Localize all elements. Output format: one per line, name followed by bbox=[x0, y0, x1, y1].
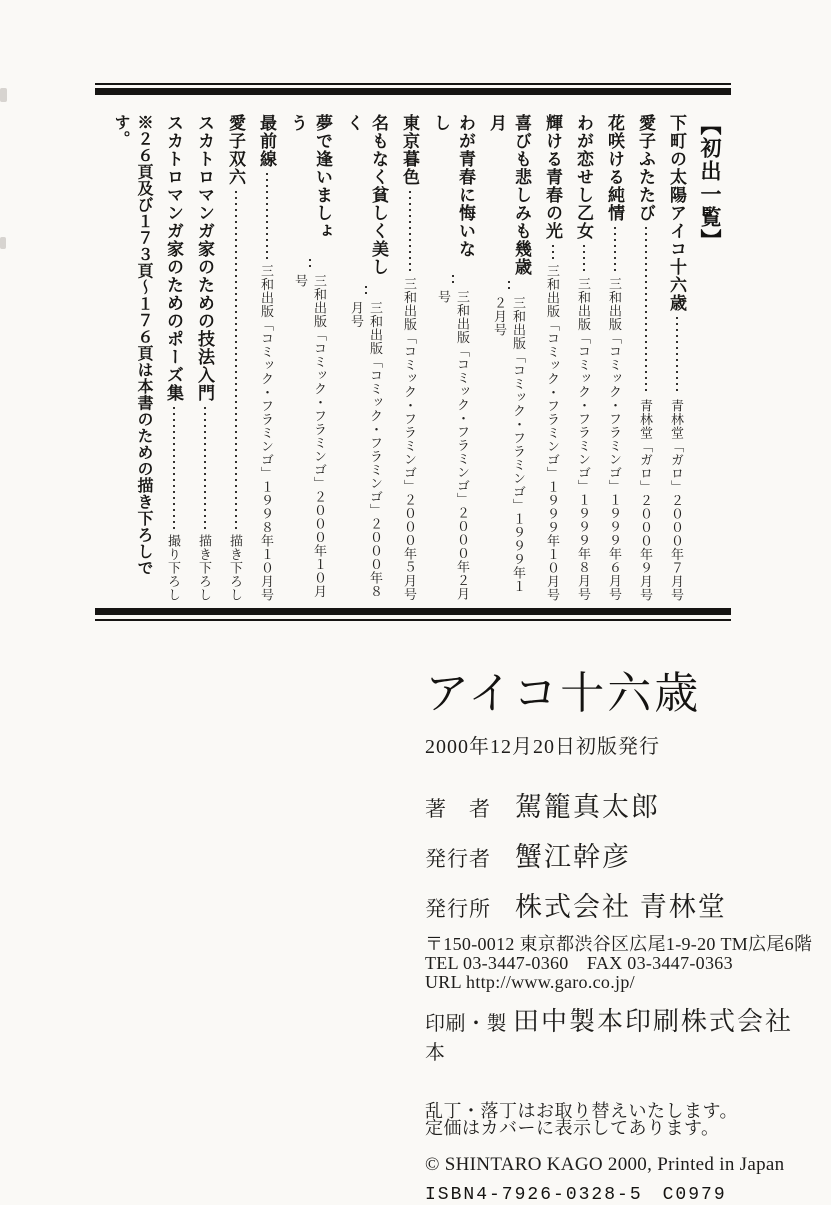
credit-row-publisher-company bbox=[425, 885, 825, 924]
entry-source: 描き下ろし bbox=[197, 533, 212, 601]
tel-fax-line: TEL 03-3447-0360 FAX 03-3447-0363 bbox=[425, 953, 733, 974]
price-notice: 定価はカバーに表示してあります。 bbox=[425, 1118, 720, 1139]
publication-entry bbox=[285, 114, 335, 601]
publication-entry bbox=[602, 114, 627, 601]
entry-title: 東京暮色 bbox=[400, 114, 419, 186]
publication-entry bbox=[633, 114, 658, 601]
publication-columns bbox=[95, 95, 731, 607]
scan-smudge bbox=[0, 237, 6, 249]
top-rule-thin bbox=[95, 83, 731, 85]
copyright-line: © SHINTARO KAGO 2000, Printed in Japan bbox=[425, 1154, 785, 1176]
entry-source: 青林堂「ガロ」２０００年７月号 bbox=[669, 398, 684, 601]
entry-source: 三和出版「コミック・フラミンゴ」２０００年１０月号 bbox=[293, 273, 327, 598]
colophon bbox=[425, 670, 825, 1205]
dotted-leader bbox=[552, 245, 554, 259]
top-rule-thick bbox=[95, 88, 731, 95]
entry-title: わが恋せし乙女 bbox=[574, 114, 593, 240]
dotted-leader bbox=[235, 191, 237, 529]
entry-title: 下町の太陽アイコ十六歳 bbox=[667, 114, 686, 312]
publication-entry bbox=[254, 114, 279, 601]
entry-title: スカトロマンガ家のための技法入門 bbox=[195, 114, 214, 402]
entry-source: 三和出版「コミック・フラミンゴ」２０００年８月号 bbox=[349, 300, 383, 598]
entry-title: わが青春に悔いなし bbox=[431, 114, 475, 258]
list-header: 【初出一覧】 bbox=[698, 114, 722, 252]
dotted-leader bbox=[204, 407, 206, 529]
postal-address-line: 〒150-0012 東京都渋谷区広尾1-9-20 TM広尾6階 bbox=[425, 934, 813, 955]
entry-title: 愛子ふたたび bbox=[636, 114, 655, 222]
dotted-leader bbox=[266, 173, 268, 259]
defect-notice: 乱丁・落丁はお取り替えいたします。 bbox=[425, 1101, 739, 1122]
publication-entry bbox=[540, 114, 565, 601]
entry-source: 三和出版「コミック・フラミンゴ」１９９９年１２月号 bbox=[492, 296, 526, 594]
entry-title: スカトロマンガ家のためのポーズ集 bbox=[164, 114, 183, 402]
publication-entry bbox=[341, 114, 391, 601]
printer-row bbox=[425, 1001, 825, 1065]
book-title: アイコ十六歳 bbox=[425, 669, 702, 718]
credit-row-author bbox=[425, 785, 825, 824]
entry-title: 喜びも悲しみも幾歳月 bbox=[487, 114, 531, 276]
entry-title: 花咲ける純情 bbox=[605, 114, 624, 222]
printer-value: 田中製本印刷株式会社 bbox=[513, 1007, 794, 1037]
entry-source: 三和出版「コミック・フラミンゴ」１９９９年６月号 bbox=[607, 277, 622, 601]
credit-value: 蟹江幹彦 bbox=[515, 842, 631, 873]
dotted-leader bbox=[409, 191, 411, 272]
dotted-leader bbox=[309, 259, 311, 269]
printer-label: 印刷・製本 bbox=[425, 1013, 507, 1065]
publication-entry bbox=[192, 114, 217, 601]
entry-title: 夢で逢いましょう bbox=[288, 114, 332, 240]
credit-value: 駕籠真太郎 bbox=[515, 792, 660, 823]
entry-title: 名もなく貧しく美しく bbox=[344, 114, 388, 276]
entry-source: 三和出版「コミック・フラミンゴ」１９９９年１０月号 bbox=[545, 263, 560, 601]
bottom-rule-thin bbox=[95, 619, 731, 621]
dotted-leader bbox=[645, 227, 647, 394]
dotted-leader bbox=[452, 275, 454, 285]
entry-source: 三和出版「コミック・フラミンゴ」１９９８年１０月号 bbox=[259, 263, 274, 601]
dotted-leader bbox=[614, 227, 616, 272]
publisher-address bbox=[425, 935, 825, 992]
dotted-leader bbox=[173, 407, 175, 529]
scan-smudge bbox=[0, 88, 7, 102]
publication-entry bbox=[484, 114, 534, 601]
credit-label: 発行者 bbox=[425, 847, 491, 872]
publication-entry bbox=[428, 114, 478, 601]
first-publication-list-box bbox=[95, 83, 731, 623]
credit-label: 著 者 bbox=[425, 797, 491, 822]
publication-entry bbox=[161, 114, 186, 601]
credit-value: 株式会社 青林堂 bbox=[515, 892, 727, 923]
url-line: URL http://www.garo.co.jp/ bbox=[425, 972, 635, 993]
credit-label: 発行所 bbox=[425, 897, 491, 922]
entry-title: 愛子双六 bbox=[226, 114, 245, 186]
entry-source: 三和出版「コミック・フラミンゴ」１９９９年８月号 bbox=[576, 277, 591, 601]
dotted-leader bbox=[583, 245, 585, 272]
entry-source: 三和出版「コミック・フラミンゴ」２０００年５月号 bbox=[402, 277, 417, 601]
entry-source: 撮り下ろし bbox=[166, 533, 181, 601]
bottom-rule-thick bbox=[95, 608, 731, 615]
credit-row-publisher-person bbox=[425, 835, 825, 874]
dotted-leader bbox=[508, 281, 510, 291]
entry-title: 最前線 bbox=[257, 114, 276, 168]
entry-source: 描き下ろし bbox=[228, 533, 243, 601]
entry-source: 三和出版「コミック・フラミンゴ」２０００年２月号 bbox=[436, 289, 470, 601]
dotted-leader bbox=[676, 317, 678, 394]
dotted-leader bbox=[365, 286, 367, 296]
notices bbox=[425, 1103, 825, 1137]
publication-entry bbox=[223, 114, 248, 601]
publication-entry bbox=[571, 114, 596, 601]
entry-source: 青林堂「ガロ」２０００年９月号 bbox=[638, 398, 653, 601]
edition-line: 2000年12月20日初版発行 bbox=[425, 736, 660, 759]
publication-entry bbox=[397, 114, 422, 601]
list-footnote: ※２６頁及び１７３頁～１７６頁は本書のための描き下ろしです。 bbox=[112, 114, 152, 576]
isbn-line: ISBN4-7926-0328-5 C0979 bbox=[425, 1185, 727, 1205]
entry-title: 輝ける青春の光 bbox=[543, 114, 562, 240]
publication-entry bbox=[664, 114, 689, 601]
credits bbox=[425, 785, 825, 924]
